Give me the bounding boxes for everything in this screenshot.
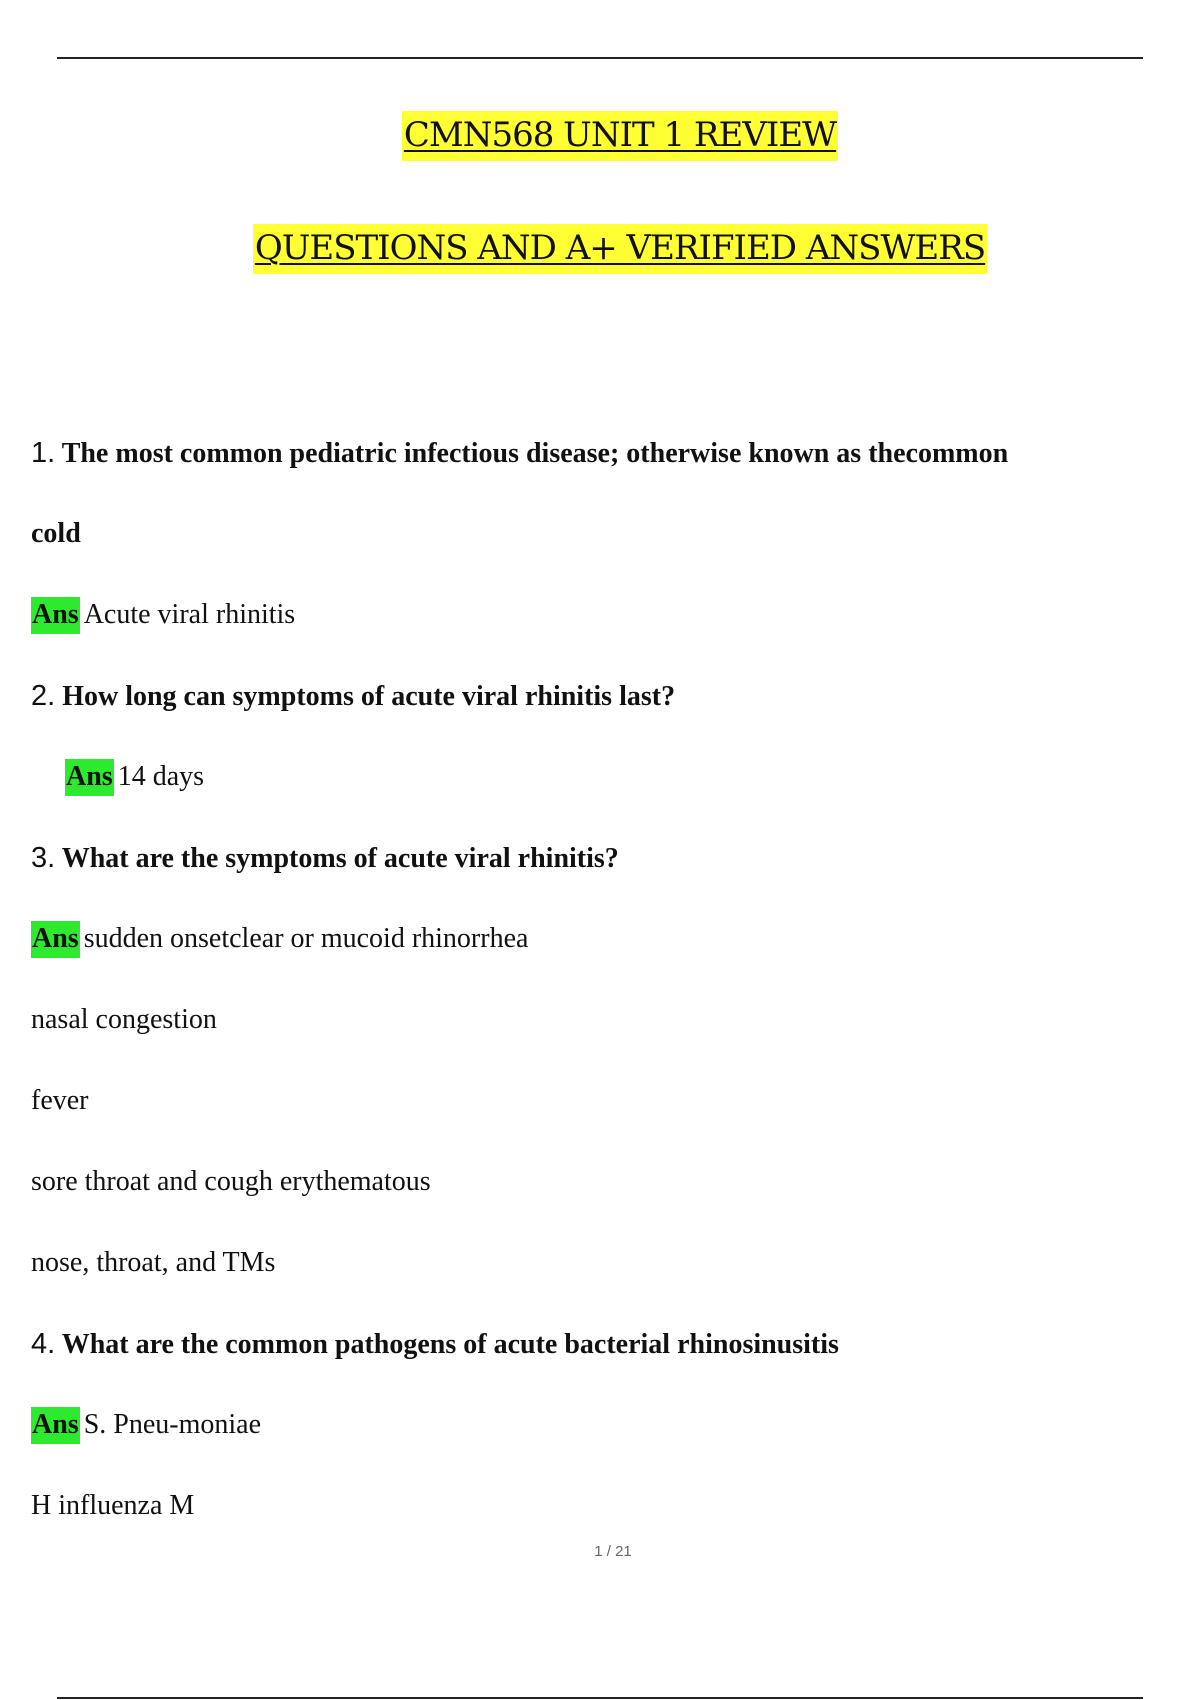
answer-text: S. Pneu-moniae — [83, 1409, 262, 1440]
question-text: How long can symptoms of acute viral rhinitis last? — [62, 681, 676, 712]
answer-label: Ans — [31, 597, 80, 634]
answer-4 — [31, 1409, 261, 1441]
question-3 — [31, 842, 619, 875]
page-indicator: 1 / 21 — [594, 1543, 632, 1560]
question-1 — [31, 437, 1008, 470]
answer-3-line-2: nasal congestion — [31, 1004, 217, 1035]
question-text: What are the symptoms of acute viral rhinitis? — [61, 843, 619, 874]
answer-label: Ans — [65, 759, 114, 796]
answer-3-line-4: sore throat and cough erythematous — [31, 1166, 431, 1197]
title-line-2: QUESTIONS AND A+ VERIFIED ANSWERS — [253, 224, 987, 274]
question-text: cold — [31, 518, 81, 549]
question-number: 3. — [31, 842, 56, 874]
question-number: 2. — [31, 680, 56, 712]
answer-3-line-5: nose, throat, and TMs — [31, 1247, 276, 1278]
question-text: What are the common pathogens of acute bacterial rhinosinusitis — [61, 1329, 839, 1360]
answer-3 — [31, 923, 528, 955]
answer-4-line-2: H influenza M — [31, 1490, 195, 1521]
question-number: 4. — [31, 1328, 56, 1360]
answer-1 — [31, 599, 295, 631]
answer-2 — [65, 761, 204, 793]
answer-text: Acute viral rhinitis — [83, 599, 296, 630]
answer-label: Ans — [31, 921, 80, 958]
bottom-rule — [57, 1697, 1143, 1699]
question-text: The most common pediatric infectious disease; otherwise known as thecommon — [61, 438, 1009, 469]
document-title — [0, 115, 1200, 155]
question-1-continued — [31, 518, 81, 550]
answer-text: sudden onsetclear or mucoid rhinorrhea — [83, 923, 529, 954]
answer-3-line-3: fever — [31, 1085, 89, 1116]
answer-text: 14 days — [117, 761, 205, 792]
question-4 — [31, 1328, 839, 1361]
top-rule — [57, 57, 1143, 59]
answer-label: Ans — [31, 1407, 80, 1444]
question-number: 1. — [31, 437, 56, 469]
document-subtitle — [0, 228, 1200, 268]
question-2 — [31, 680, 675, 713]
title-line-1: CMN568 UNIT 1 REVIEW — [402, 111, 838, 161]
